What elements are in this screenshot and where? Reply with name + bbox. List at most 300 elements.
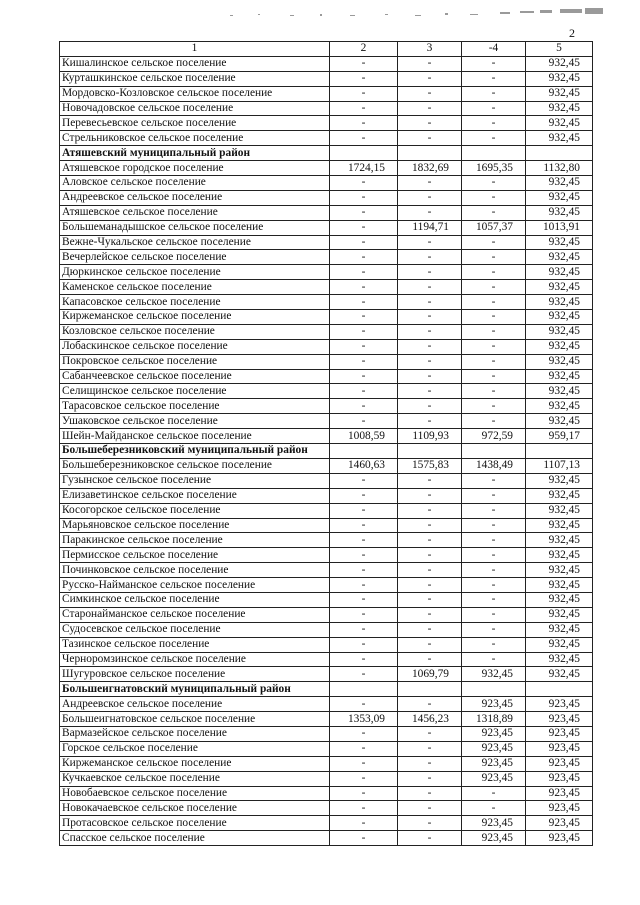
- settlement-name-cell: Киржеманское сельское поселение: [60, 756, 330, 771]
- value-cell-col-2: -: [330, 205, 398, 220]
- value-cell-col-4: -: [462, 131, 526, 146]
- value-cell-col-2: -: [330, 324, 398, 339]
- value-cell-col-4: -: [462, 190, 526, 205]
- value-cell-col-3: 1069,79: [398, 667, 462, 682]
- table-row: [60, 429, 593, 444]
- settlement-name-cell: Косогорское сельское поселение: [60, 503, 330, 518]
- value-cell-col-5: [526, 682, 593, 697]
- value-cell-col-5: 932,45: [526, 176, 593, 191]
- settlement-name-cell: Гузынское сельское поселение: [60, 473, 330, 488]
- settlement-name-cell: Симкинское сельское поселение: [60, 592, 330, 607]
- value-cell-col-4: 1057,37: [462, 220, 526, 235]
- table-row: [60, 458, 593, 473]
- value-cell-col-2: -: [330, 637, 398, 652]
- table-row: [60, 503, 593, 518]
- value-cell-col-3: [398, 146, 462, 161]
- value-cell-col-2: 1724,15: [330, 161, 398, 176]
- settlement-name-cell: Большеманадышское сельское поселение: [60, 220, 330, 235]
- value-cell-col-4: -: [462, 310, 526, 325]
- value-cell-col-5: 932,45: [526, 116, 593, 131]
- value-cell-col-3: -: [398, 131, 462, 146]
- settlement-name-cell: Андреевское сельское поселение: [60, 190, 330, 205]
- table-row: [60, 548, 593, 563]
- value-cell-col-5: 1132,80: [526, 161, 593, 176]
- value-cell-col-2: -: [330, 116, 398, 131]
- settlement-name-cell: Паракинское сельское поселение: [60, 533, 330, 548]
- value-cell-col-3: -: [398, 488, 462, 503]
- settlement-name-cell: Вежне-Чукальское сельское поселение: [60, 235, 330, 250]
- value-cell-col-2: -: [330, 786, 398, 801]
- settlement-name-cell: Пермисское сельское поселение: [60, 548, 330, 563]
- value-cell-col-3: -: [398, 831, 462, 846]
- value-cell-col-2: -: [330, 771, 398, 786]
- value-cell-col-5: 1013,91: [526, 220, 593, 235]
- table-row: [60, 607, 593, 622]
- value-cell-col-3: -: [398, 235, 462, 250]
- value-cell-col-3: -: [398, 399, 462, 414]
- settlement-name-cell: Покровское сельское поселение: [60, 354, 330, 369]
- value-cell-col-3: -: [398, 339, 462, 354]
- value-cell-col-2: -: [330, 697, 398, 712]
- value-cell-col-4: -: [462, 205, 526, 220]
- settlement-name-cell: Марьяновское сельское поселение: [60, 518, 330, 533]
- value-cell-col-5: 932,45: [526, 592, 593, 607]
- section-header-row: [60, 682, 593, 697]
- value-cell-col-2: -: [330, 473, 398, 488]
- value-cell-col-4: -: [462, 622, 526, 637]
- value-cell-col-2: -: [330, 176, 398, 191]
- value-cell-col-4: -: [462, 295, 526, 310]
- value-cell-col-5: 932,45: [526, 131, 593, 146]
- value-cell-col-2: -: [330, 250, 398, 265]
- table-row: [60, 667, 593, 682]
- settlement-name-cell: Аловское сельское поселение: [60, 176, 330, 191]
- table-row: [60, 697, 593, 712]
- settlement-name-cell: Тазинское сельское поселение: [60, 637, 330, 652]
- table-row: [60, 756, 593, 771]
- settlement-name-cell: Лобаскинское сельское поселение: [60, 339, 330, 354]
- table-row: [60, 399, 593, 414]
- settlement-name-cell: Черноромзинское сельское поселение: [60, 652, 330, 667]
- settlement-name-cell: Дюркинское сельское поселение: [60, 265, 330, 280]
- value-cell-col-4: -: [462, 518, 526, 533]
- value-cell-col-3: -: [398, 518, 462, 533]
- value-cell-col-2: -: [330, 533, 398, 548]
- value-cell-col-2: -: [330, 235, 398, 250]
- settlement-name-cell: Тарасовское сельское поселение: [60, 399, 330, 414]
- value-cell-col-2: -: [330, 578, 398, 593]
- value-cell-col-3: -: [398, 101, 462, 116]
- value-cell-col-2: [330, 444, 398, 459]
- table-row: [60, 622, 593, 637]
- value-cell-col-3: -: [398, 324, 462, 339]
- header-col-1: 1: [60, 42, 330, 57]
- settlement-name-cell: Перевесьевское сельское поселение: [60, 116, 330, 131]
- settlement-name-cell: Ушаковское сельское поселение: [60, 414, 330, 429]
- table-row: [60, 726, 593, 741]
- value-cell-col-5: 923,45: [526, 756, 593, 771]
- settlement-name-cell: Каменское сельское поселение: [60, 280, 330, 295]
- table-row: [60, 831, 593, 846]
- settlement-name-cell: Большеберезниковское сельское поселение: [60, 458, 330, 473]
- value-cell-col-2: -: [330, 384, 398, 399]
- value-cell-col-5: 932,45: [526, 190, 593, 205]
- table-row: [60, 86, 593, 101]
- value-cell-col-3: -: [398, 265, 462, 280]
- header-col-3: 3: [398, 42, 462, 57]
- settlement-name-cell: Русско-Найманское сельское поселение: [60, 578, 330, 593]
- value-cell-col-3: -: [398, 473, 462, 488]
- page-number: 2: [569, 26, 575, 40]
- value-cell-col-5: 932,45: [526, 622, 593, 637]
- value-cell-col-3: -: [398, 503, 462, 518]
- value-cell-col-4: -: [462, 548, 526, 563]
- value-cell-col-3: -: [398, 622, 462, 637]
- value-cell-col-2: -: [330, 295, 398, 310]
- value-cell-col-3: -: [398, 71, 462, 86]
- table-row: [60, 235, 593, 250]
- value-cell-col-2: -: [330, 220, 398, 235]
- value-cell-col-5: 923,45: [526, 712, 593, 727]
- table-row: [60, 518, 593, 533]
- value-cell-col-3: -: [398, 205, 462, 220]
- table-row: [60, 592, 593, 607]
- value-cell-col-3: -: [398, 414, 462, 429]
- value-cell-col-2: -: [330, 607, 398, 622]
- value-cell-col-5: 932,45: [526, 354, 593, 369]
- settlement-name-cell: Большеберезниковский муниципальный район: [60, 444, 330, 459]
- value-cell-col-3: -: [398, 592, 462, 607]
- table-row: [60, 563, 593, 578]
- value-cell-col-4: -: [462, 473, 526, 488]
- value-cell-col-5: 923,45: [526, 816, 593, 831]
- value-cell-col-3: 1109,93: [398, 429, 462, 444]
- table-row: [60, 310, 593, 325]
- table-row: [60, 578, 593, 593]
- settlement-name-cell: Капасовское сельское поселение: [60, 295, 330, 310]
- value-cell-col-3: 1456,23: [398, 712, 462, 727]
- value-cell-col-3: -: [398, 637, 462, 652]
- value-cell-col-2: -: [330, 339, 398, 354]
- value-cell-col-2: [330, 682, 398, 697]
- value-cell-col-3: 1575,83: [398, 458, 462, 473]
- value-cell-col-4: -: [462, 399, 526, 414]
- value-cell-col-2: -: [330, 190, 398, 205]
- value-cell-col-3: -: [398, 310, 462, 325]
- table-row: [60, 741, 593, 756]
- settlement-name-cell: Горское сельское поселение: [60, 741, 330, 756]
- value-cell-col-2: -: [330, 592, 398, 607]
- value-cell-col-2: -: [330, 86, 398, 101]
- value-cell-col-3: -: [398, 56, 462, 71]
- settlement-name-cell: Андреевское сельское поселение: [60, 697, 330, 712]
- settlement-name-cell: Большеигнатовский муниципальный район: [60, 682, 330, 697]
- value-cell-col-4: -: [462, 533, 526, 548]
- table-row: [60, 414, 593, 429]
- value-cell-col-5: [526, 444, 593, 459]
- value-cell-col-4: -: [462, 801, 526, 816]
- value-cell-col-2: -: [330, 399, 398, 414]
- value-cell-col-3: -: [398, 295, 462, 310]
- table-row: [60, 101, 593, 116]
- settlement-name-cell: Атяшевское сельское поселение: [60, 205, 330, 220]
- value-cell-col-3: -: [398, 384, 462, 399]
- value-cell-col-5: 932,45: [526, 56, 593, 71]
- value-cell-col-3: -: [398, 578, 462, 593]
- value-cell-col-2: -: [330, 831, 398, 846]
- settlement-name-cell: Новочадовское сельское поселение: [60, 101, 330, 116]
- value-cell-col-5: 932,45: [526, 667, 593, 682]
- value-cell-col-3: -: [398, 801, 462, 816]
- value-cell-col-4: 923,45: [462, 816, 526, 831]
- settlement-name-cell: Новокачаевское сельское поселение: [60, 801, 330, 816]
- value-cell-col-5: 923,45: [526, 697, 593, 712]
- value-cell-col-3: -: [398, 741, 462, 756]
- value-cell-col-3: [398, 444, 462, 459]
- settlement-name-cell: Елизаветинское сельское поселение: [60, 488, 330, 503]
- table-row: [60, 161, 593, 176]
- value-cell-col-3: -: [398, 369, 462, 384]
- value-cell-col-5: 932,45: [526, 369, 593, 384]
- value-cell-col-4: 1438,49: [462, 458, 526, 473]
- settlement-name-cell: Атяшевское городское поселение: [60, 161, 330, 176]
- value-cell-col-5: 932,45: [526, 295, 593, 310]
- value-cell-col-3: -: [398, 250, 462, 265]
- value-cell-col-2: -: [330, 369, 398, 384]
- value-cell-col-3: -: [398, 280, 462, 295]
- value-cell-col-4: -: [462, 607, 526, 622]
- value-cell-col-2: -: [330, 265, 398, 280]
- value-cell-col-5: 932,45: [526, 235, 593, 250]
- value-cell-col-4: -: [462, 235, 526, 250]
- value-cell-col-4: -: [462, 384, 526, 399]
- value-cell-col-5: 932,45: [526, 265, 593, 280]
- value-cell-col-4: -: [462, 637, 526, 652]
- table-row: [60, 637, 593, 652]
- settlement-name-cell: Большеигнатовское сельское поселение: [60, 712, 330, 727]
- value-cell-col-5: 923,45: [526, 771, 593, 786]
- table-row: [60, 280, 593, 295]
- value-cell-col-4: -: [462, 250, 526, 265]
- value-cell-col-4: -: [462, 71, 526, 86]
- table-row: [60, 771, 593, 786]
- value-cell-col-3: 1194,71: [398, 220, 462, 235]
- table-row: [60, 816, 593, 831]
- value-cell-col-3: -: [398, 607, 462, 622]
- value-cell-col-2: -: [330, 518, 398, 533]
- value-cell-col-5: 923,45: [526, 726, 593, 741]
- value-cell-col-4: -: [462, 324, 526, 339]
- value-cell-col-2: -: [330, 354, 398, 369]
- value-cell-col-4: -: [462, 56, 526, 71]
- value-cell-col-5: 932,45: [526, 548, 593, 563]
- value-cell-col-5: 932,45: [526, 310, 593, 325]
- value-cell-col-3: -: [398, 176, 462, 191]
- value-cell-col-2: -: [330, 101, 398, 116]
- settlement-name-cell: Новобаевское сельское поселение: [60, 786, 330, 801]
- value-cell-col-5: 923,45: [526, 786, 593, 801]
- value-cell-col-4: 923,45: [462, 756, 526, 771]
- header-col-4: -4: [462, 42, 526, 57]
- settlement-name-cell: Шугуровское сельское поселение: [60, 667, 330, 682]
- value-cell-col-5: 932,45: [526, 71, 593, 86]
- value-cell-col-5: [526, 146, 593, 161]
- value-cell-col-5: 932,45: [526, 250, 593, 265]
- value-cell-col-2: 1353,09: [330, 712, 398, 727]
- value-cell-col-2: -: [330, 310, 398, 325]
- scan-noise-decoration: [210, 8, 610, 22]
- settlement-name-cell: Вармазейское сельское поселение: [60, 726, 330, 741]
- settlement-name-cell: Судосевское сельское поселение: [60, 622, 330, 637]
- value-cell-col-4: -: [462, 176, 526, 191]
- value-cell-col-3: -: [398, 771, 462, 786]
- tariff-table: [59, 41, 593, 846]
- value-cell-col-4: [462, 682, 526, 697]
- value-cell-col-5: 932,45: [526, 205, 593, 220]
- value-cell-col-5: 923,45: [526, 741, 593, 756]
- value-cell-col-2: -: [330, 652, 398, 667]
- settlement-name-cell: Сабанчеевское сельское поселение: [60, 369, 330, 384]
- header-col-2: 2: [330, 42, 398, 57]
- table-row: [60, 116, 593, 131]
- value-cell-col-2: -: [330, 801, 398, 816]
- value-cell-col-3: [398, 682, 462, 697]
- value-cell-col-3: -: [398, 533, 462, 548]
- value-cell-col-4: 923,45: [462, 771, 526, 786]
- value-cell-col-5: 932,45: [526, 339, 593, 354]
- table-row: [60, 369, 593, 384]
- value-cell-col-3: -: [398, 190, 462, 205]
- value-cell-col-3: -: [398, 697, 462, 712]
- value-cell-col-4: -: [462, 503, 526, 518]
- value-cell-col-2: [330, 146, 398, 161]
- value-cell-col-5: 932,45: [526, 399, 593, 414]
- value-cell-col-2: -: [330, 548, 398, 563]
- value-cell-col-4: -: [462, 101, 526, 116]
- value-cell-col-5: 932,45: [526, 533, 593, 548]
- value-cell-col-3: -: [398, 354, 462, 369]
- value-cell-col-5: 1107,13: [526, 458, 593, 473]
- value-cell-col-5: 932,45: [526, 101, 593, 116]
- table-header-row: [60, 42, 593, 57]
- value-cell-col-5: 932,45: [526, 652, 593, 667]
- value-cell-col-3: -: [398, 563, 462, 578]
- section-header-row: [60, 146, 593, 161]
- value-cell-col-2: -: [330, 280, 398, 295]
- settlement-name-cell: Починковское сельское поселение: [60, 563, 330, 578]
- value-cell-col-4: -: [462, 116, 526, 131]
- value-cell-col-4: -: [462, 414, 526, 429]
- value-cell-col-3: -: [398, 756, 462, 771]
- value-cell-col-4: 1318,89: [462, 712, 526, 727]
- settlement-name-cell: Киржеманское сельское поселение: [60, 310, 330, 325]
- value-cell-col-2: -: [330, 726, 398, 741]
- table-row: [60, 354, 593, 369]
- value-cell-col-5: 932,45: [526, 324, 593, 339]
- table-row: [60, 652, 593, 667]
- table-row: [60, 265, 593, 280]
- value-cell-col-4: -: [462, 786, 526, 801]
- value-cell-col-2: -: [330, 131, 398, 146]
- table-row: [60, 131, 593, 146]
- value-cell-col-5: 932,45: [526, 384, 593, 399]
- value-cell-col-2: -: [330, 56, 398, 71]
- value-cell-col-4: 932,45: [462, 667, 526, 682]
- value-cell-col-2: -: [330, 741, 398, 756]
- settlement-name-cell: Протасовское сельское поселение: [60, 816, 330, 831]
- value-cell-col-4: -: [462, 86, 526, 101]
- settlement-name-cell: Спасское сельское поселение: [60, 831, 330, 846]
- value-cell-col-4: -: [462, 578, 526, 593]
- settlement-name-cell: Шейн-Майданское сельское поселение: [60, 429, 330, 444]
- table-row: [60, 786, 593, 801]
- value-cell-col-5: 932,45: [526, 86, 593, 101]
- value-cell-col-4: -: [462, 592, 526, 607]
- table-row: [60, 190, 593, 205]
- table-row: [60, 801, 593, 816]
- value-cell-col-4: -: [462, 563, 526, 578]
- value-cell-col-5: 923,45: [526, 831, 593, 846]
- table-row: [60, 339, 593, 354]
- value-cell-col-4: -: [462, 339, 526, 354]
- value-cell-col-2: -: [330, 503, 398, 518]
- value-cell-col-4: -: [462, 280, 526, 295]
- value-cell-col-4: -: [462, 354, 526, 369]
- table-row: [60, 220, 593, 235]
- value-cell-col-5: 932,45: [526, 414, 593, 429]
- table-row: [60, 176, 593, 191]
- value-cell-col-4: -: [462, 488, 526, 503]
- value-cell-col-2: 1460,63: [330, 458, 398, 473]
- settlement-name-cell: Вечерлейское сельское поселение: [60, 250, 330, 265]
- table-row: [60, 324, 593, 339]
- value-cell-col-5: 932,45: [526, 488, 593, 503]
- value-cell-col-4: -: [462, 265, 526, 280]
- value-cell-col-3: -: [398, 548, 462, 563]
- value-cell-col-3: -: [398, 116, 462, 131]
- value-cell-col-5: 932,45: [526, 503, 593, 518]
- table-row: [60, 384, 593, 399]
- value-cell-col-4: 923,45: [462, 726, 526, 741]
- value-cell-col-4: [462, 146, 526, 161]
- value-cell-col-5: 932,45: [526, 518, 593, 533]
- value-cell-col-3: -: [398, 726, 462, 741]
- settlement-name-cell: Кишалинское сельское поселение: [60, 56, 330, 71]
- table-row: [60, 712, 593, 727]
- settlement-name-cell: Стрельниковское сельское поселение: [60, 131, 330, 146]
- settlement-name-cell: Курташкинское сельское поселение: [60, 71, 330, 86]
- header-col-5: 5: [526, 42, 593, 57]
- value-cell-col-5: 932,45: [526, 578, 593, 593]
- value-cell-col-2: -: [330, 71, 398, 86]
- table-row: [60, 71, 593, 86]
- value-cell-col-4: 1695,35: [462, 161, 526, 176]
- table-row: [60, 473, 593, 488]
- value-cell-col-2: -: [330, 667, 398, 682]
- value-cell-col-5: 923,45: [526, 801, 593, 816]
- value-cell-col-3: -: [398, 86, 462, 101]
- table-row: [60, 533, 593, 548]
- value-cell-col-2: -: [330, 756, 398, 771]
- section-header-row: [60, 444, 593, 459]
- settlement-name-cell: Мордовско-Козловское сельское поселение: [60, 86, 330, 101]
- value-cell-col-5: 932,45: [526, 563, 593, 578]
- value-cell-col-3: -: [398, 652, 462, 667]
- value-cell-col-5: 932,45: [526, 473, 593, 488]
- value-cell-col-4: 923,45: [462, 741, 526, 756]
- table-row: [60, 56, 593, 71]
- settlement-name-cell: Старонайманское сельское поселение: [60, 607, 330, 622]
